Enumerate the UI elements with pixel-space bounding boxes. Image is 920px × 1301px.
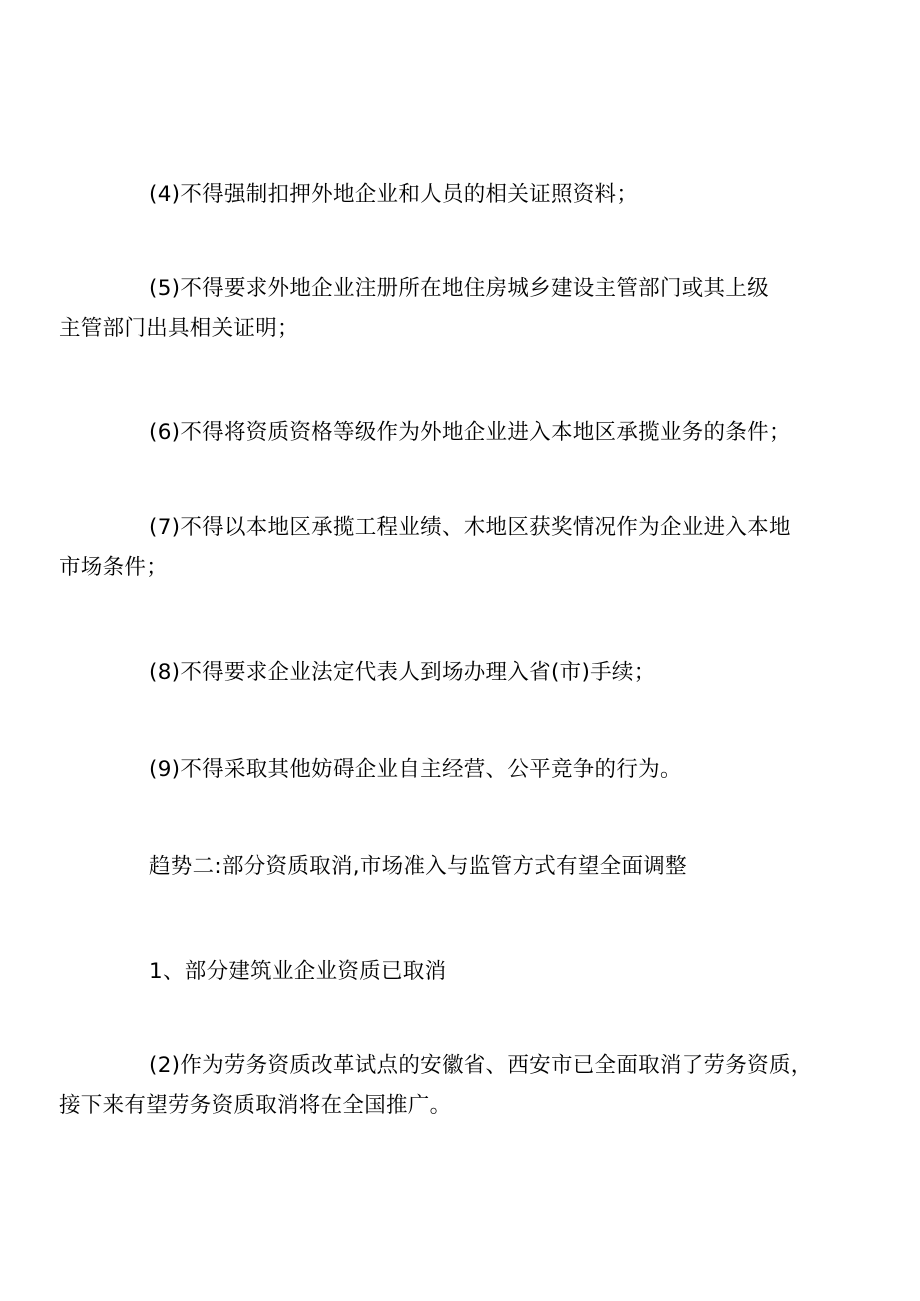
paragraph-line: (2)作为劳务资质改革试点的安徽省、西安市已全面取消了劳务资质，	[149, 1053, 813, 1078]
paragraph-item-2	[59, 1046, 828, 1126]
paragraph-item-4	[104, 175, 828, 215]
paragraph-item-5	[59, 269, 828, 349]
paragraph-line: (9)不得采取其他妨碍企业自主经营、公平竞争的行为。	[149, 757, 682, 782]
paragraph-item-9	[104, 750, 828, 790]
paragraph-line: 接下来有望劳务资质取消将在全国推广。	[59, 1093, 452, 1118]
paragraph-line: 趋势二:部分资质取消,市场准入与监管方式有望全面调整	[149, 854, 687, 879]
paragraph-item-8	[104, 653, 828, 693]
paragraph-line: (6)不得将资质资格等级作为外地企业进入本地区承揽业务的条件；	[149, 420, 791, 445]
paragraph-line: 1、部分建筑业企业资质已取消	[149, 959, 447, 984]
paragraph-line: 主管部门出具相关证明；	[59, 316, 299, 341]
paragraph-line: (4)不得强制扣押外地企业和人员的相关证照资料；	[149, 182, 639, 207]
paragraph-line: (7)不得以本地区承揽工程业绩、木地区获奖情况作为企业进入本地	[149, 515, 791, 540]
paragraph-item-7	[59, 508, 828, 588]
paragraph-line: 市场条件；	[59, 555, 169, 580]
paragraph-line: (8)不得要求企业法定代表人到场办理入省(市)手续；	[149, 660, 656, 685]
section-heading-trend-two	[104, 847, 828, 887]
paragraph-line: (5)不得要求外地企业注册所在地住房城乡建设主管部门或其上级	[149, 276, 769, 301]
paragraph-item-6	[104, 413, 828, 453]
subsection-heading-1	[104, 952, 828, 992]
